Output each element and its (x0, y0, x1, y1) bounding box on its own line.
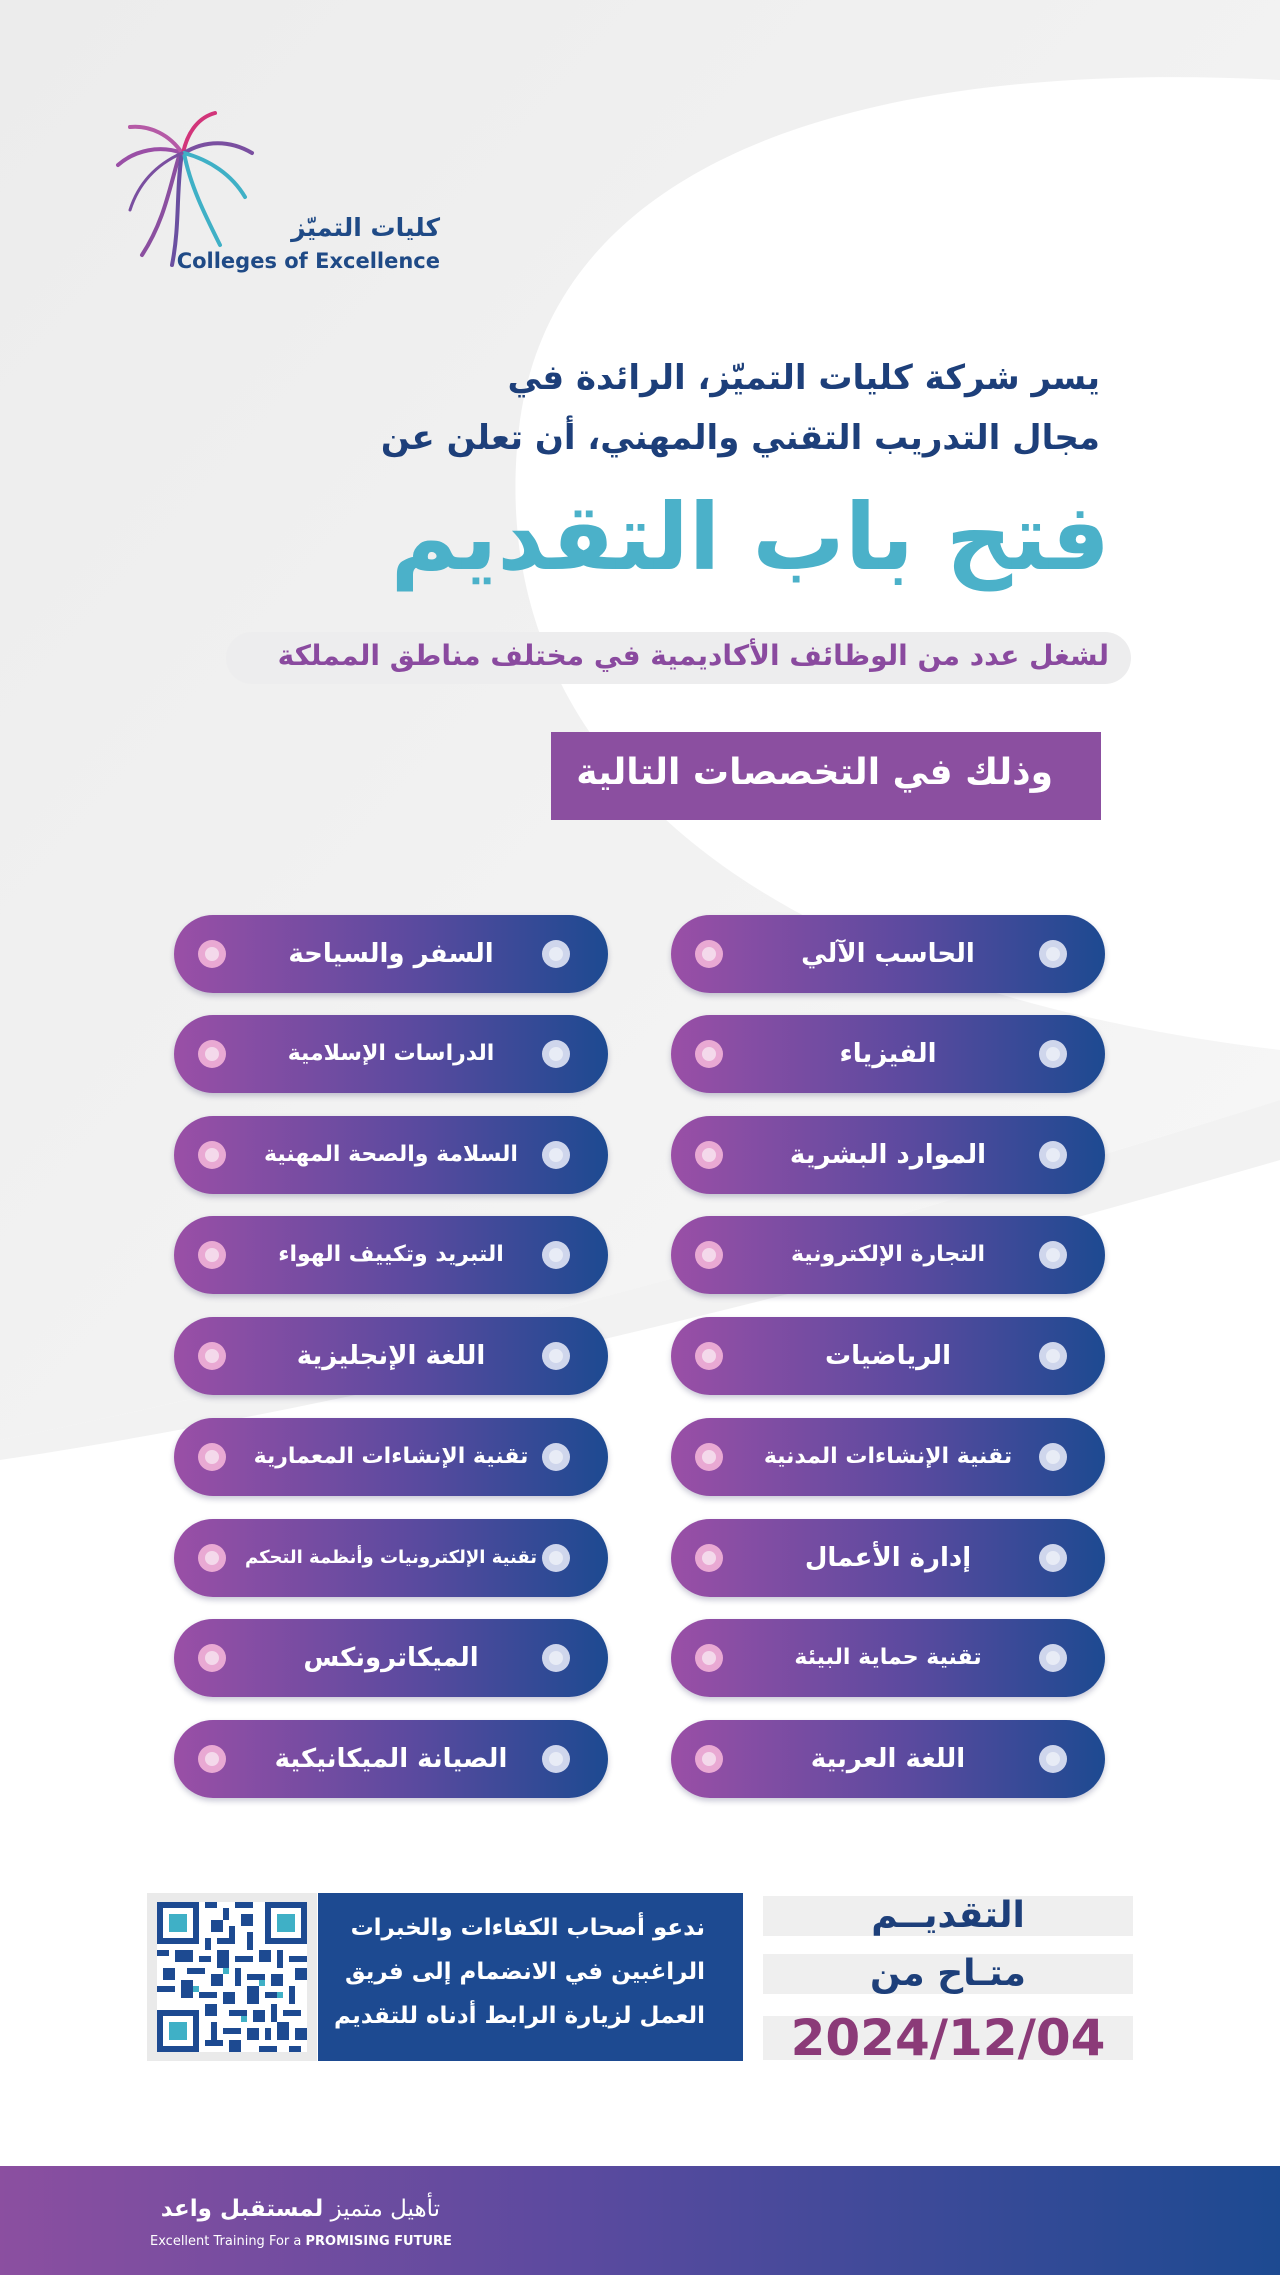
specialty-pill (174, 1317, 608, 1395)
apply-from-label: متـاح من (870, 1953, 1026, 1994)
section-title-text: وذلك في التخصصات التالية (576, 752, 1053, 793)
invite-box (318, 1893, 743, 2061)
specialty-pill (671, 1519, 1105, 1597)
headline: فتح باب التقديم (390, 484, 1110, 591)
footer-slogan-english (150, 2234, 452, 2249)
invite-line-2: الراغبين في الانضمام إلى فريق (344, 1959, 705, 1985)
bullet-icon (542, 1745, 570, 1773)
bullet-icon (695, 1644, 723, 1672)
invite-line-1: ندعو أصحاب الكفاءات والخبرات (350, 1915, 705, 1941)
specialty-pill (174, 1619, 608, 1697)
footer-ar-regular: تأهيل متميز (323, 2196, 440, 2222)
specialty-label: تقنية الإنشاءات المدنية (763, 1444, 1013, 1469)
specialty-pill (671, 915, 1105, 993)
bullet-icon (695, 1141, 723, 1169)
apply-date-box (763, 2009, 1133, 2067)
specialty-pill (671, 1116, 1105, 1194)
intro-line-1: يسر شركة كليات التميّز، الرائدة في (507, 358, 1100, 398)
footer-en-regular: Excellent Training For a (150, 2234, 306, 2249)
bullet-icon (1039, 1644, 1067, 1672)
qr-code[interactable] (147, 1893, 317, 2061)
specialty-pill (671, 1619, 1105, 1697)
footer-bar (0, 2166, 1280, 2275)
specialty-label: الدراسات الإسلامية (287, 1041, 495, 1066)
bullet-icon (542, 1040, 570, 1068)
apply-from-box (763, 1954, 1133, 1994)
bullet-icon (198, 1443, 226, 1471)
bullet-icon (695, 1443, 723, 1471)
specialty-label: اللغة العربية (810, 1744, 966, 1774)
bullet-icon (198, 940, 226, 968)
specialty-label: الصيانة الميكانيكية (274, 1744, 508, 1774)
bullet-icon (542, 1241, 570, 1269)
bullet-icon (1039, 1544, 1067, 1572)
bullet-icon (542, 1644, 570, 1672)
bullet-icon (1039, 1342, 1067, 1370)
specialty-pill (174, 915, 608, 993)
apply-label-box (763, 1896, 1133, 1936)
specialty-label: السفر والسياحة (288, 939, 494, 969)
specialty-label: التبريد وتكييف الهواء (278, 1242, 504, 1267)
specialty-label: الفيزياء (839, 1039, 937, 1069)
bullet-icon (542, 1544, 570, 1572)
bullet-icon (695, 1040, 723, 1068)
specialty-pill (174, 1015, 608, 1093)
specialty-label: السلامة والصحة المهنية (264, 1142, 518, 1167)
specialty-label: تقنية الإلكترونيات وأنظمة التحكم (244, 1547, 538, 1568)
bullet-icon (695, 940, 723, 968)
bullet-icon (1039, 1141, 1067, 1169)
bullet-icon (695, 1241, 723, 1269)
footer-ar-bold: لمستقبل واعد (160, 2196, 324, 2222)
bullet-icon (1039, 1745, 1067, 1773)
bullet-icon (198, 1644, 226, 1672)
bullet-icon (198, 1040, 226, 1068)
bullet-icon (198, 1141, 226, 1169)
logo-name-arabic: كليات التميّز (291, 213, 440, 242)
bullet-icon (542, 1342, 570, 1370)
specialty-pill (671, 1720, 1105, 1798)
footer-en-bold: PROMISING FUTURE (305, 2234, 452, 2249)
specialty-pill (174, 1720, 608, 1798)
specialty-label: الحاسب الآلي (801, 939, 975, 969)
bullet-icon (542, 940, 570, 968)
qr-code-icon (157, 1902, 307, 2052)
bullet-icon (695, 1745, 723, 1773)
specialty-pill (174, 1418, 608, 1496)
specialty-label: إدارة الأعمال (804, 1543, 972, 1573)
specialty-pill (174, 1519, 608, 1597)
specialty-label: تقنية حماية البيئة (794, 1645, 982, 1670)
specialty-pill (671, 1317, 1105, 1395)
bullet-icon (198, 1544, 226, 1572)
specialty-pill (174, 1216, 608, 1294)
subline-text: لشغل عدد من الوظائف الأكاديمية في مختلف مناطق المملكة (277, 639, 1109, 672)
intro-line-2: مجال التدريب التقني والمهني، أن تعلن عن (380, 418, 1100, 458)
logo-name-english: Colleges of Excellence (176, 249, 440, 273)
bullet-icon (198, 1745, 226, 1773)
bullet-icon (1039, 1241, 1067, 1269)
specialty-label: الميكاترونكس (303, 1643, 479, 1673)
invite-line-3: العمل لزيارة الرابط أدناه للتقديم (334, 2003, 705, 2029)
bullet-icon (1039, 940, 1067, 968)
footer-slogan-arabic (150, 2196, 440, 2222)
specialty-label: التجارة الإلكترونية (790, 1242, 986, 1267)
apply-date: 2024/12/04 (790, 2009, 1106, 2067)
bullet-icon (1039, 1040, 1067, 1068)
bullet-icon (198, 1241, 226, 1269)
specialty-label: اللغة الإنجليزية (296, 1341, 486, 1371)
specialty-label: تقنية الإنشاءات المعمارية (253, 1444, 529, 1469)
bullet-icon (542, 1443, 570, 1471)
specialty-pill (174, 1116, 608, 1194)
specialty-pill (671, 1015, 1105, 1093)
specialty-pill (671, 1216, 1105, 1294)
apply-label: التقديــم (871, 1895, 1025, 1936)
bullet-icon (1039, 1443, 1067, 1471)
specialty-pill (671, 1418, 1105, 1496)
specialty-label: الموارد البشرية (789, 1140, 987, 1170)
bullet-icon (542, 1141, 570, 1169)
bullet-icon (695, 1544, 723, 1572)
specialty-label: الرياضيات (824, 1341, 951, 1371)
bullet-icon (198, 1342, 226, 1370)
bullet-icon (695, 1342, 723, 1370)
